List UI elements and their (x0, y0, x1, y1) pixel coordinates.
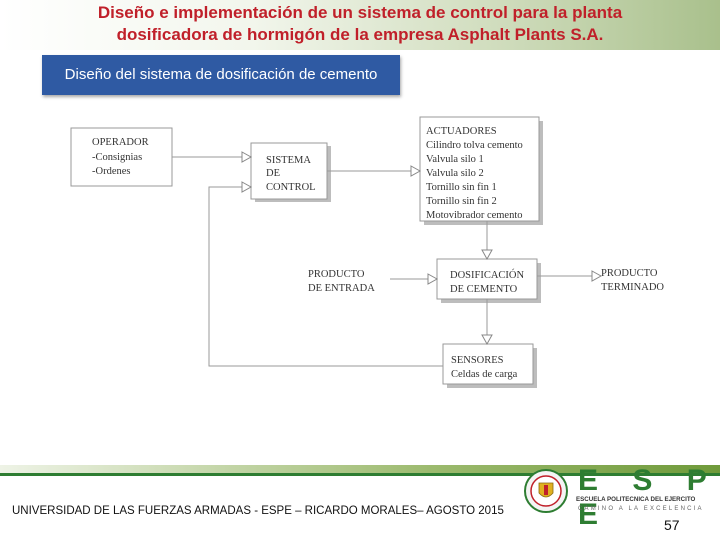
actuador-item-4: Tornillo sin fin 1 (426, 182, 497, 193)
sistema-line-2: DE (266, 168, 280, 179)
sistema-line-3: CONTROL (266, 182, 316, 193)
sensores-item-1: Celdas de carga (451, 369, 518, 380)
connector-actuadores-dosificacion (482, 221, 492, 259)
producto-terminado-line-2: TERMINADO (601, 282, 664, 293)
actuador-item-2: Valvula silo 1 (426, 154, 484, 165)
connector-sistema-actuadores (327, 166, 420, 176)
sistema-control-box (251, 143, 331, 202)
actuador-item-5: Tornillo sin fin 2 (426, 196, 497, 207)
connector-dosificacion-sensores (482, 299, 492, 344)
espe-logo-line-2: CAMINO A LA EXCELENCIA (578, 506, 704, 512)
sensores-title: SENSORES (451, 355, 504, 366)
slide-subtitle: Diseño del sistema de dosificación de cemento (42, 55, 400, 95)
footer-text: UNIVERSIDAD DE LAS FUERZAS ARMADAS - ESPE – RICARDO MORALES– AGOSTO 2015 (12, 505, 504, 517)
title-line-1: Diseño e implementación de un sistema de control para la planta (97, 3, 623, 22)
operador-item-1: -Consignias (92, 152, 143, 163)
dosificacion-line-2: DE CEMENTO (450, 284, 518, 295)
actuador-item-3: Valvula silo 2 (426, 168, 484, 179)
sensores-box (443, 344, 537, 388)
sistema-line-1: SISTEMA (266, 155, 311, 166)
actuador-item-6: Motovibrador cemento (426, 210, 523, 221)
page-number: 57 (664, 517, 680, 533)
connector-entrada-dosificacion (390, 274, 437, 284)
producto-terminado-line-1: PRODUCTO (601, 268, 658, 279)
connector-operador-sistema (172, 152, 251, 162)
actuadores-box (420, 117, 543, 225)
operador-box (71, 128, 172, 186)
producto-entrada-line-1: PRODUCTO (308, 269, 365, 280)
actuador-item-1: Cilindro tolva cemento (426, 140, 523, 151)
title-line-2: dosificadora de hormigón de la empresa Asphalt Plants S.A. (116, 25, 604, 44)
operador-item-2: -Ordenes (92, 166, 131, 177)
espe-logo: E S P E (578, 464, 720, 531)
dosificacion-line-1: DOSIFICACIÓN (450, 270, 525, 281)
dosificacion-box (437, 259, 541, 303)
university-seal-icon (522, 468, 570, 514)
actuadores-title: ACTUADORES (426, 126, 497, 137)
connector-dosificacion-terminado (537, 271, 601, 281)
producto-entrada-line-2: DE ENTRADA (308, 283, 375, 294)
operador-title: OPERADOR (92, 137, 149, 148)
espe-logo-line-1: ESCUELA POLITECNICA DEL EJERCITO (576, 496, 696, 503)
